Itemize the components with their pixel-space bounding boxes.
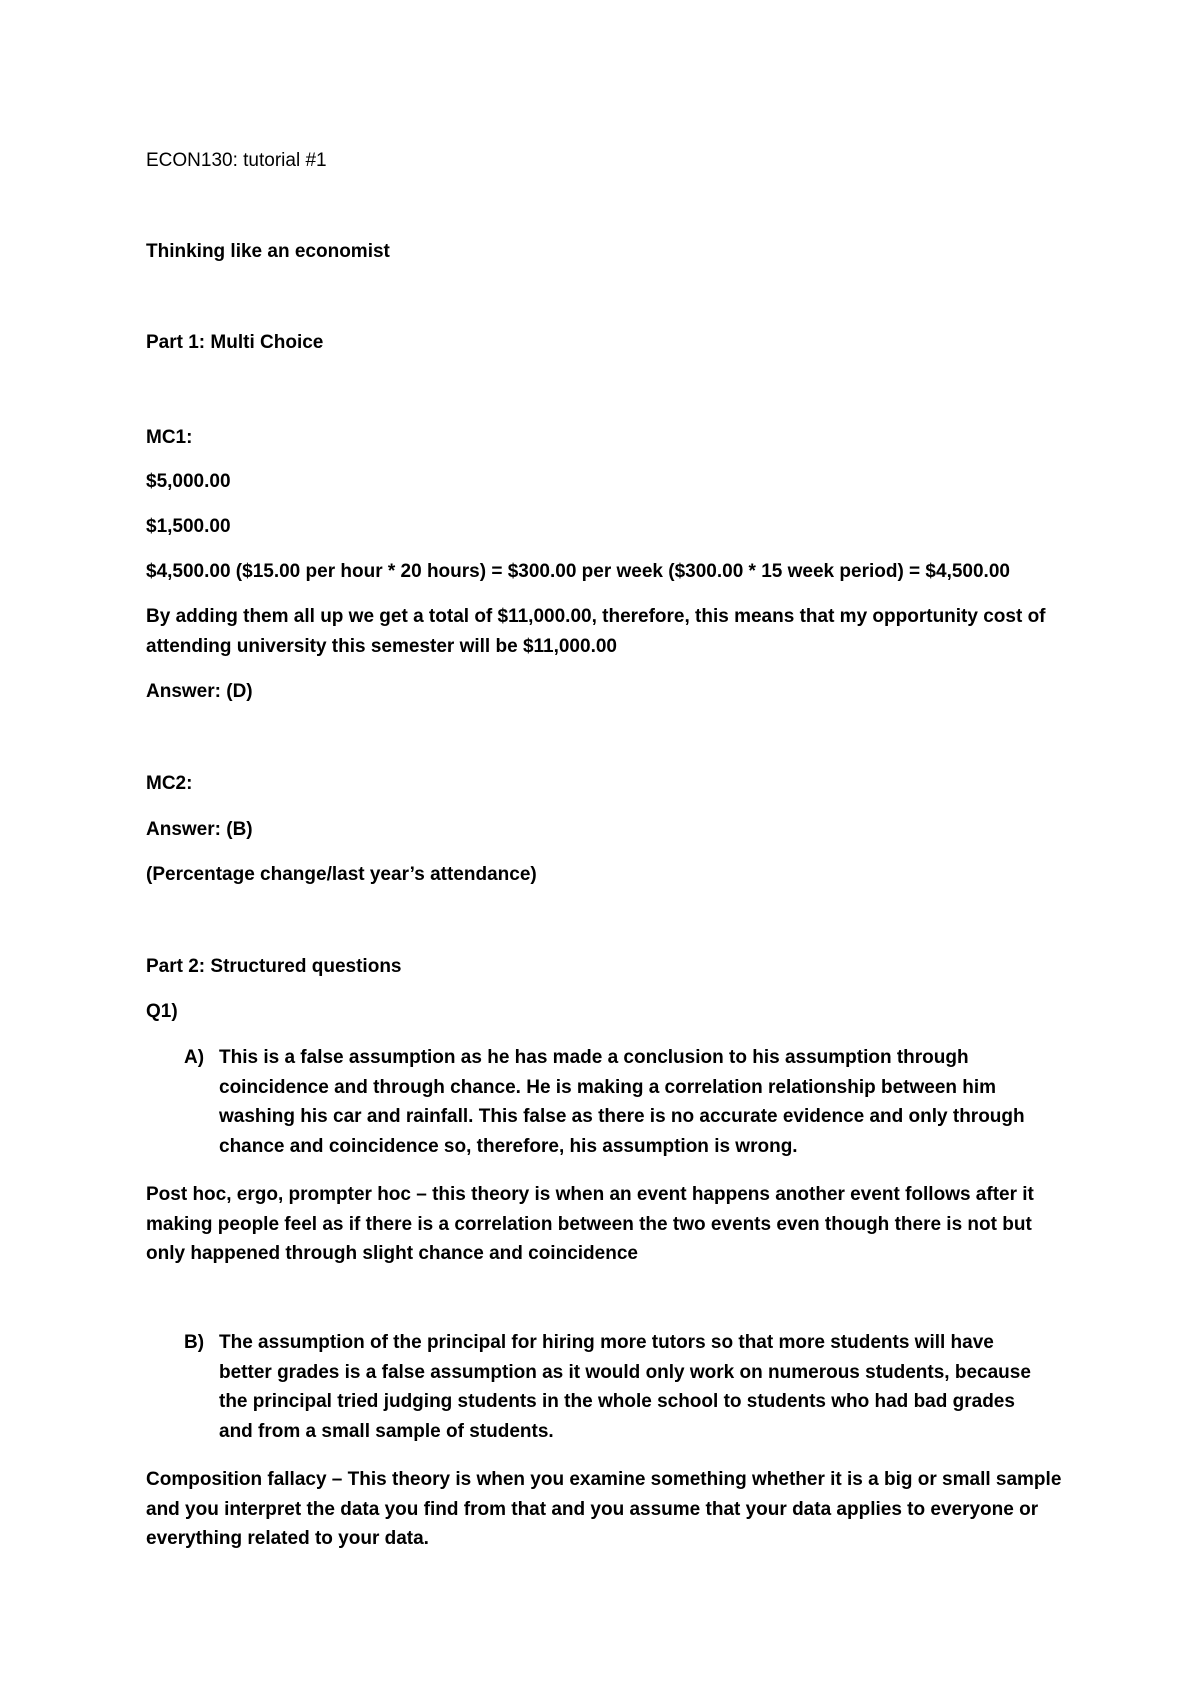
- mc2-answer: Answer: (B): [146, 819, 253, 840]
- q1-item-b: [146, 1328, 1066, 1446]
- part1-title: Part 1: Multi Choice: [146, 332, 324, 353]
- q1-label: Q1): [146, 1001, 178, 1022]
- mc1-answer: Answer: (D): [146, 681, 253, 702]
- mc1-line-2: $1,500.00: [146, 516, 231, 537]
- mc1-line-1: $5,000.00: [146, 471, 231, 492]
- document-subtitle: Thinking like an economist: [146, 241, 390, 262]
- mc2-note: (Percentage change/last year’s attendance): [146, 864, 537, 885]
- q1-item-a-text: This is a false assumption as he has made a conclusion to his assumption through coincidence and through chance. He is making a correlation relationship between him washing his car and rainfall. This false as there is no accurate evidence and only through chance and coincidence so, therefore, his assumption is wrong.: [219, 1047, 1025, 1157]
- part2-title: Part 2: Structured questions: [146, 956, 402, 977]
- mc1-line-3: $4,500.00 ($15.00 per hour * 20 hours) = $300.00 per week ($300.00 * 15 week period) = $4,500.00: [146, 561, 1010, 582]
- q1-item-a-marker: A): [184, 1047, 205, 1068]
- q1-item-b-text: The assumption of the principal for hiring more tutors so that more students will have better grades is a false assumption as it would only work on numerous students, because the principal tried judging students in the whole school to students who had bad grades and from a small sample of students.: [219, 1332, 1031, 1442]
- q1-b-theory: Composition fallacy – This theory is when you examine something whether it is a big or small sample and you interpret the data you find from that and you assume that your data applies to everyone or everything related to your data.: [146, 1469, 1062, 1549]
- q1-item-b-marker: B): [184, 1332, 205, 1353]
- mc1-summary: By adding them all up we get a total of $11,000.00, therefore, this means that my opportunity cost of attending university this semester will be $11,000.00: [146, 606, 1046, 657]
- q1-a-theory: Post hoc, ergo, prompter hoc – this theory is when an event happens another event follows after it making people feel as if there is a correlation between the two events even though there is not but only happened through slight chance and coincidence: [146, 1184, 1034, 1264]
- mc1-label: MC1:: [146, 427, 193, 448]
- mc2-label: MC2:: [146, 773, 193, 794]
- q1-item-a: [146, 1043, 1066, 1161]
- document-heading: ECON130: tutorial #1: [146, 150, 327, 171]
